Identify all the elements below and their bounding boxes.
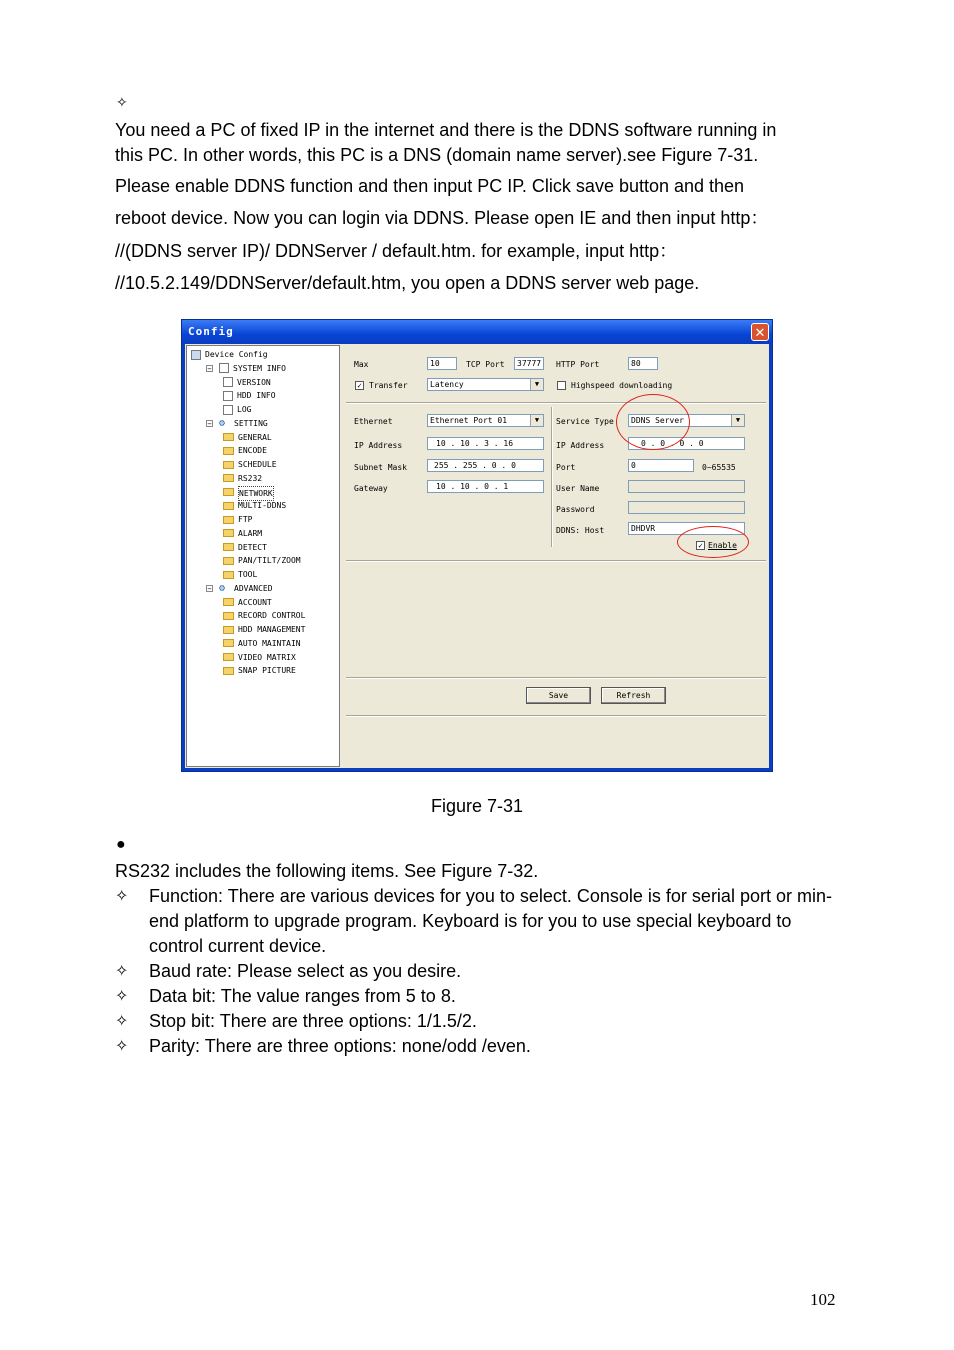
folder-icon [223,557,234,565]
tree-item-label: ALARM [238,528,263,538]
annotation-circle [616,394,690,450]
folder-icon [223,516,234,524]
tree-item[interactable] [223,596,272,609]
service-type-value: DDNS Server [631,416,684,425]
list-item [115,884,845,959]
ddns-host-label: DDNS: Host [556,526,605,535]
intro-line-4: reboot device. Now you can login via DDNS. Please open IE and then input http： [115,208,769,228]
gear-icon: ⚙ [219,417,226,429]
list-item [115,984,845,1009]
tree-item-label: GENERAL [238,432,272,442]
save-button[interactable]: Save [526,687,591,704]
tree-item-label: RECORD CONTROL [238,611,306,621]
list-marker: ✧ [115,1013,129,1030]
tree-item-label: VERSION [237,377,271,387]
tree-item[interactable] [223,609,305,622]
tree-item-label: DETECT [238,542,267,552]
divider [346,402,766,404]
folder-icon [223,598,234,606]
chevron-down-icon: ▼ [530,415,543,426]
gateway-label: Gateway [354,484,388,493]
document-icon [223,405,233,415]
intro-line-5: //(DDNS server IP)/ DDNServer / default.htm. for example, input http： [115,241,678,261]
list-marker: ✧ [115,888,129,905]
tree-item[interactable] [223,389,276,402]
tree-item-label: AUTO MAINTAIN [238,638,301,648]
list-marker: ✧ [115,963,129,980]
folder-icon [223,461,234,469]
tree-item[interactable] [223,431,272,444]
ddns-ip-label: IP Address [556,441,605,450]
window-client [185,344,769,768]
list-item-text: Stop bit: There are three options: 1/1.5/2. [149,1011,477,1031]
config-window [181,319,773,772]
transfer-label: Transfer [369,381,408,390]
ethernet-select[interactable] [427,414,544,427]
tcp-port-label: TCP Port [466,360,505,369]
folder-icon [223,488,234,496]
list-item-text: Function: There are various devices for you to select. Console is for serial port or min-end platform to upgrade program. Keyboard is for you to use special keyboard to control current device. [149,886,832,956]
max-label: Max [354,360,369,369]
folder-icon [223,447,234,455]
port-label: Port [556,463,576,472]
tree-item[interactable] [223,472,262,485]
close-button[interactable] [751,323,769,341]
tree-item[interactable] [223,637,301,650]
tree-item[interactable] [223,499,286,512]
tree-item[interactable] [223,486,274,499]
window-title: Config [188,325,234,338]
tree-item-label: SNAP PICTURE [238,666,296,676]
max-input[interactable]: 10 [427,357,457,370]
intro-line-3: Please enable DDNS function and then input PC IP. Click save button and then [115,176,745,196]
divider [346,560,766,562]
ip-address-input[interactable]: 10 . 10 . 3 . 16 [427,437,544,450]
collapse-icon[interactable]: − [207,584,212,593]
tree-item-label: FTP [238,515,253,524]
transfer-value: Latency [430,380,464,389]
folder-icon [223,543,234,551]
divider [346,677,766,679]
tree-item-label: Device Config [205,350,268,359]
computer-icon [191,350,201,360]
tree-item-label: ACCOUNT [238,597,272,607]
highspeed-checkbox[interactable] [557,381,566,390]
config-tree [186,345,340,767]
tree-item[interactable] [223,458,277,471]
ddns-host-input[interactable]: DHDVR [628,522,745,535]
tree-item[interactable] [207,362,286,375]
divider [551,407,553,547]
tree-item[interactable] [223,541,267,554]
tree-item[interactable] [207,582,273,595]
folder-icon [223,667,234,675]
intro-line-6: //10.5.2.149/DDNServer/default.htm, you open a DDNS server web page. [115,273,700,293]
tree-item-label: TOOL [238,570,258,579]
collapse-icon[interactable]: − [207,419,212,428]
title-bar[interactable] [182,320,772,344]
enable-label: Enable [708,541,737,550]
transfer-select[interactable] [427,378,544,391]
list-marker: ✧ [115,1038,129,1055]
http-port-input[interactable]: 80 [628,357,658,370]
folder-icon [223,626,234,634]
tree-item-label: SETTING [234,418,268,428]
gateway-input[interactable]: 10 . 10 . 0 . 1 [427,480,544,493]
network-form [342,345,768,767]
bullet-mark: ● [116,836,126,853]
folder-icon [223,529,234,537]
tree-item-label: SCHEDULE [238,460,277,469]
list-item [115,1034,845,1059]
rs232-intro: RS232 includes the following items. See Figure 7-32. [115,861,539,881]
http-port-label: HTTP Port [556,360,600,369]
tree-item-label: PAN/TILT/ZOOM [238,556,301,566]
folder-icon [223,612,234,620]
document-icon [223,391,233,401]
ddns-ip-input[interactable]: 0 . 0 . 0 . 0 [628,437,745,450]
subnet-mask-label: Subnet Mask [354,463,407,472]
ethernet-label: Ethernet [354,417,393,426]
enable-checkbox[interactable]: ✓ [696,541,705,550]
folder-icon [223,433,234,441]
subnet-mask-input[interactable]: 255 . 255 . 0 . 0 [427,459,544,472]
folder-icon [223,653,234,661]
section-mark: ✧ [116,94,128,110]
tree-item[interactable] [223,651,296,664]
transfer-checkbox[interactable]: ✓ [355,381,364,390]
list-item [115,1009,845,1034]
tree-item[interactable] [223,568,257,581]
folder-icon [223,639,234,647]
chevron-down-icon: ▼ [530,379,543,390]
tree-item[interactable] [223,513,252,526]
tree-item-label: NETWORK [238,486,274,501]
annotation-circle [677,526,749,558]
tree-item[interactable] [191,348,268,361]
folder-icon [223,571,234,579]
tree-item[interactable] [223,403,251,416]
page-number: 102 [810,1290,836,1309]
tree-item[interactable] [207,417,268,430]
tree-item[interactable] [223,554,301,567]
list-item-text: Parity: There are three options: none/odd /even. [149,1036,531,1056]
tree-item-label: LOG [237,405,252,414]
tcp-port-input[interactable]: 37777 [514,357,544,370]
tree-item-label: HDD MANAGEMENT [238,625,306,634]
ethernet-value: Ethernet Port 01 [430,416,508,425]
chevron-down-icon: ▼ [731,415,744,426]
refresh-button[interactable]: Refresh [601,687,666,704]
highspeed-label: Highspeed downloading [571,381,673,390]
ip-address-label: IP Address [354,441,403,450]
folder-icon [223,502,234,510]
gear-icon: ⚙ [219,582,226,594]
port-input[interactable]: 0 [628,459,694,472]
folder-icon [223,474,234,482]
tree-item-label: HDD INFO [237,391,276,401]
tree-item-label: SYSTEM INFO [233,363,286,373]
tree-item[interactable] [223,376,271,389]
document-icon [219,363,229,373]
intro-line-2: this PC. In other words, this PC is a DNS (domain name server).see Figure 7-31. [115,145,759,165]
collapse-icon[interactable]: − [207,364,212,373]
tree-item[interactable] [223,444,267,457]
tree-item-label: RS232 [238,473,263,483]
password-label: Password [556,505,595,514]
tree-item-label: ENCODE [238,446,267,456]
tree-item[interactable] [223,527,262,540]
service-type-label: Service Type [556,417,614,426]
tree-item[interactable] [223,664,296,677]
list-item [115,959,845,984]
port-range-hint: 0~65535 [702,463,736,472]
list-marker: ✧ [115,988,129,1005]
divider [346,715,766,717]
username-input[interactable] [628,480,745,493]
figure-caption: Figure 7-31 [430,796,524,816]
close-icon: ✕ [754,325,766,340]
document-icon [223,377,233,387]
tree-item-label: ADVANCED [234,583,273,593]
tree-item[interactable] [223,623,305,636]
list-item-text: Data bit: The value ranges from 5 to 8. [149,986,456,1006]
intro-line-1: You need a PC of fixed IP in the internet and there is the DDNS software running in [115,120,777,140]
password-input[interactable] [628,501,745,514]
tree-item-label: MULTI-DDNS [238,501,287,511]
tree-item-label: VIDEO MATRIX [238,652,296,662]
username-label: User Name [556,484,600,493]
list-item-text: Baud rate: Please select as you desire. [149,961,462,981]
